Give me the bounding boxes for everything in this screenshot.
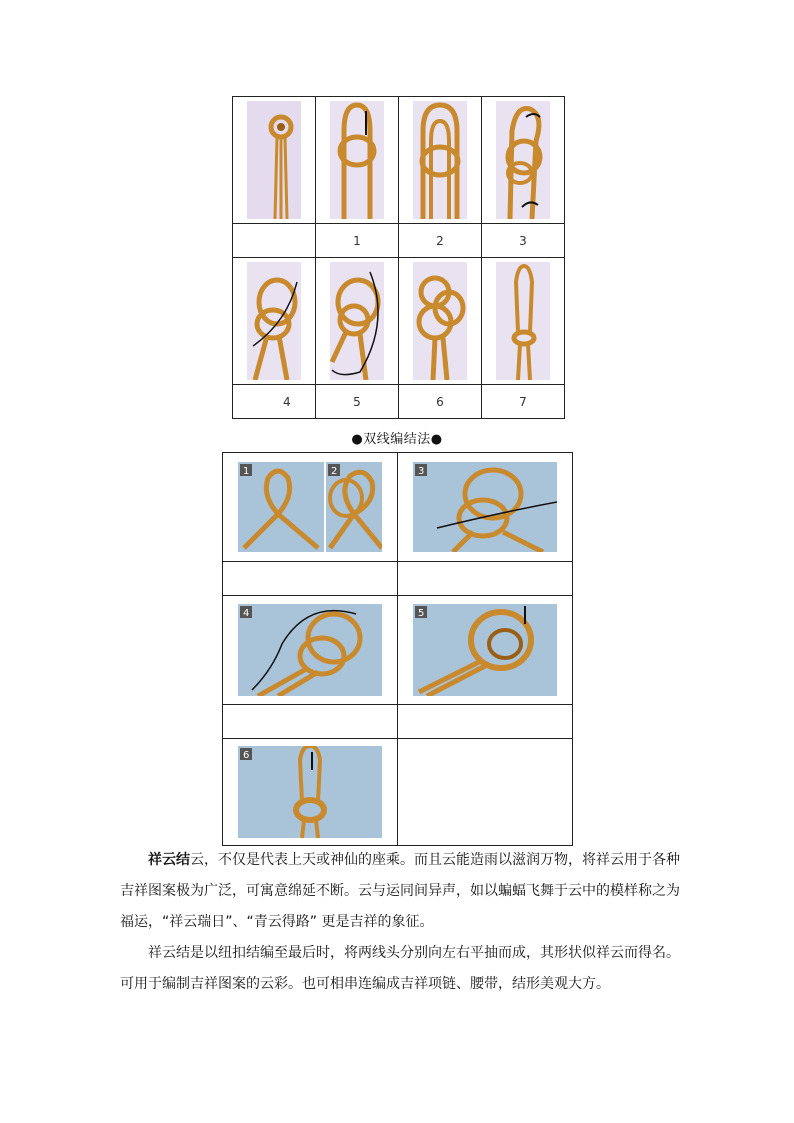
double-line-method-table xyxy=(222,452,573,846)
step-label: 4 xyxy=(233,385,316,419)
step-4-double-photo xyxy=(238,604,382,696)
photo-cell-5 xyxy=(398,596,573,705)
photo-cell-4 xyxy=(223,596,398,705)
steps-1-2-photo xyxy=(238,462,382,552)
photo-cell-step-2 xyxy=(399,97,482,224)
section-caption: ●双线编结法● xyxy=(351,432,443,447)
photo-cell-finished xyxy=(233,97,316,224)
photo-cell-3 xyxy=(398,453,573,562)
step-label xyxy=(233,224,316,258)
blank-cell xyxy=(398,739,573,846)
step-6-double-photo xyxy=(238,746,382,838)
photo-cell-step-5 xyxy=(316,258,399,385)
photo-number: 4 xyxy=(243,608,250,619)
photo-cell-step-4 xyxy=(233,258,316,385)
knot-steps-table xyxy=(232,96,565,419)
paragraph-1-bold-lead: 祥云结 xyxy=(148,852,190,868)
photo-number: 1 xyxy=(243,466,250,477)
photo-cell-step-1 xyxy=(316,97,399,224)
paragraph-2: 祥云结是以纽扣结编至最后时，将两线头分别向左右平抽而成，其形状似祥云而得名。可用于编制吉祥图案的云彩。也可相串连编成吉祥项链、腰带，结形美观大方。 xyxy=(120,945,680,992)
blank-cell xyxy=(398,705,573,739)
photo-number: 3 xyxy=(418,466,425,477)
photo-number: 2 xyxy=(331,466,338,477)
photo-number: 6 xyxy=(243,750,250,761)
photo-cell-step-6 xyxy=(399,258,482,385)
step-label: 1 xyxy=(316,224,399,258)
paragraph-1-text: 云，不仅是代表上天或神仙的座乘。而且云能造雨以滋润万物，将祥云用于各种吉祥图案极为广泛，可寓意绵延不断。云与运同间异声，如以蝙蝠飞舞于云中的模样称之为福运，“祥云瑞日”、“青云得路” 更是吉祥的象征。 xyxy=(120,852,680,930)
step-4-photo xyxy=(247,262,301,380)
blank-cell xyxy=(223,705,398,739)
step-1-photo xyxy=(330,101,384,219)
step-label: 7 xyxy=(482,385,565,419)
photo-cell-step-7 xyxy=(482,258,565,385)
photo-cell-6 xyxy=(223,739,398,846)
step-7-photo xyxy=(496,262,550,380)
paragraph-1 xyxy=(120,845,680,938)
photo-cell-step-3 xyxy=(482,97,565,224)
photo-cell-1-2 xyxy=(223,453,398,562)
step-5-double-photo xyxy=(413,604,557,696)
blank-cell xyxy=(223,562,398,596)
step-label: 3 xyxy=(482,224,565,258)
photo-number: 5 xyxy=(418,608,425,619)
step-6-photo xyxy=(413,262,467,380)
finished-knot-photo xyxy=(247,101,301,219)
step-3-photo xyxy=(496,101,550,219)
step-2-photo xyxy=(413,101,467,219)
step-label: 6 xyxy=(399,385,482,419)
blank-cell xyxy=(398,562,573,596)
step-5-photo xyxy=(330,262,384,380)
step-label: 2 xyxy=(399,224,482,258)
step-3-double-photo xyxy=(413,462,557,552)
step-label: 5 xyxy=(316,385,399,419)
